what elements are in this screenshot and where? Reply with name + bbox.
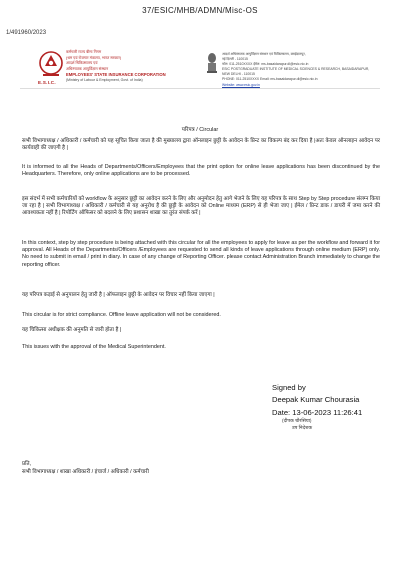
org-line: कर्मचारी राज्य बीमा निगम [66, 50, 102, 54]
org-block [66, 50, 196, 83]
to-label: प्रति, [22, 461, 32, 467]
page-number: 1/491960/2023 [6, 30, 47, 36]
address-line: ESIC POSTGRADUATE INSTITUTE OF MEDICAL SCIENCES & RESEARCH, BASAIDARAPUR, [222, 67, 370, 72]
recipients-line: सभी विभागाध्यक्ष / शाखा अधिकारी / इंचार्ज / अधिकारी / कर्मचारी [22, 469, 149, 475]
paragraph-hindi-approval: यह चिकित्सा अधीक्षक की अनुमति से जारी होता है | [22, 327, 122, 333]
address-line: फोन: 011-2510XXXX ईमेल: ms-basaidarapur.dl@esic.nic.in [222, 62, 309, 67]
org-name-english: EMPLOYEES' STATE INSURANCE CORPORATION [66, 72, 166, 77]
signatory-designation: उप निदेशक [292, 426, 313, 431]
address-line: NEW DELHI - 110015 [222, 72, 255, 77]
paragraph-english-intro: It is informed to all the Heads of Departments/Officers/Employees that the print option for online leave applications has been discontinued by the Headquarters. Therefore, only online applications are to be processed. [22, 164, 380, 178]
website-link[interactable]: Website: www.esic.gov.in [222, 82, 260, 87]
header-divider [20, 88, 380, 89]
org-line: अधिस्नातक आयुर्विज्ञान संस्थान [66, 66, 109, 71]
paragraph-english-compliance: This circular is for strict compliance. Offline leave application will not be considered. [22, 312, 221, 318]
esic-logo-icon [38, 50, 64, 80]
paragraph-hindi-compliance: यह परिपत्र कड़ाई से अनुपालन हेतु जारी है | ऑफलाइन छुट्टी के आवेदन पर विचार नहीं किया जाएगा | [22, 292, 215, 298]
address-line: PHONE: 011-2510XXXX Email: ms-basaidarapur.dl@esic.nic.in [222, 77, 318, 82]
address-block [222, 52, 392, 88]
paragraph-english-approval: This issues with the approval of the Medical Superintendent. [22, 344, 166, 350]
paragraph-hindi-procedure: इस संदर्भ में सभी कर्मचारियों को workflow के अनुसार छुट्टी का आवेदन करने के लिए और अनुमोदन हेतु आगे भेजने के लिए यह परिपत्र के साथ Step by Step procedure संलग्न किया जा रहा है | सभी विभागाध्यक्ष / अधिकारी / कर्मचारी से यह अनुरोध है की छुट्टी के आवेदन को Online माध्यम (ERP) से ही भेजा जाए | ईमेल / प्रिन्ट डाक / डायरी में जमा करने की आवश्यकता नहीं है | रिपोर्टिंग ऑफिसर को बदलने के लिए प्रशासन शाखा का तुरंत संपर्क करें | [22, 196, 380, 217]
signed-by-label: Signed by [272, 383, 306, 392]
signature-date: Date: 13-06-2023 11:26:41 [272, 408, 363, 417]
file-number: 37/ESIC/MHB/ADMN/Misc-OS [142, 6, 258, 15]
circular-title: परिपत्र / Circular [181, 127, 219, 133]
org-line: (श्रम एवं रोजगार मंत्रालय, भारत सरकार) [66, 55, 122, 60]
address-line: नई दिल्ली - 110015 [222, 57, 248, 62]
signatory-name: Deepak Kumar Chourasia [272, 395, 360, 404]
address-line: आदर्श अधिस्नातक आयुर्विज्ञान संस्थान एवं चिकित्सालय, बसईदारापुर, [222, 52, 306, 56]
paragraph-english-procedure: In this context, step by step procedure is being attached with this circular for all the employees to apply for leave as per the workflow and forward it for approval. All Heads of the Departments/Officers /Employees are requested to send all kinds of leave applications through online medium (ERP) only. No need to submit in email / print in diary. In case of any change of Reporting Officer. please contact Administration Branch immediately to change the reporting officer. [22, 240, 380, 268]
paragraph-hindi-intro: सभी विभागाध्यक्ष / अधिकारी / कर्मचारी को यह सूचित किया जाता है की मुख्यालय द्वारा ऑनलाइन छुट्टी के आवेदन के प्रिन्ट का विकल्प बंद कर दिया है |अतः केवल ऑनलाइन आवेदन पर कार्यवाही की जाएगी है | [22, 138, 380, 152]
ministry-line: (Ministry of Labour & Employment, Govt. of India) [66, 77, 143, 82]
national-emblem-icon [205, 52, 219, 76]
signatory-name-hindi: (दीपक चौरसिया) [282, 419, 312, 424]
logo-text: E.S.I.C. [38, 80, 56, 85]
org-line: आदर्श चिकित्सालय एवं [66, 61, 98, 65]
